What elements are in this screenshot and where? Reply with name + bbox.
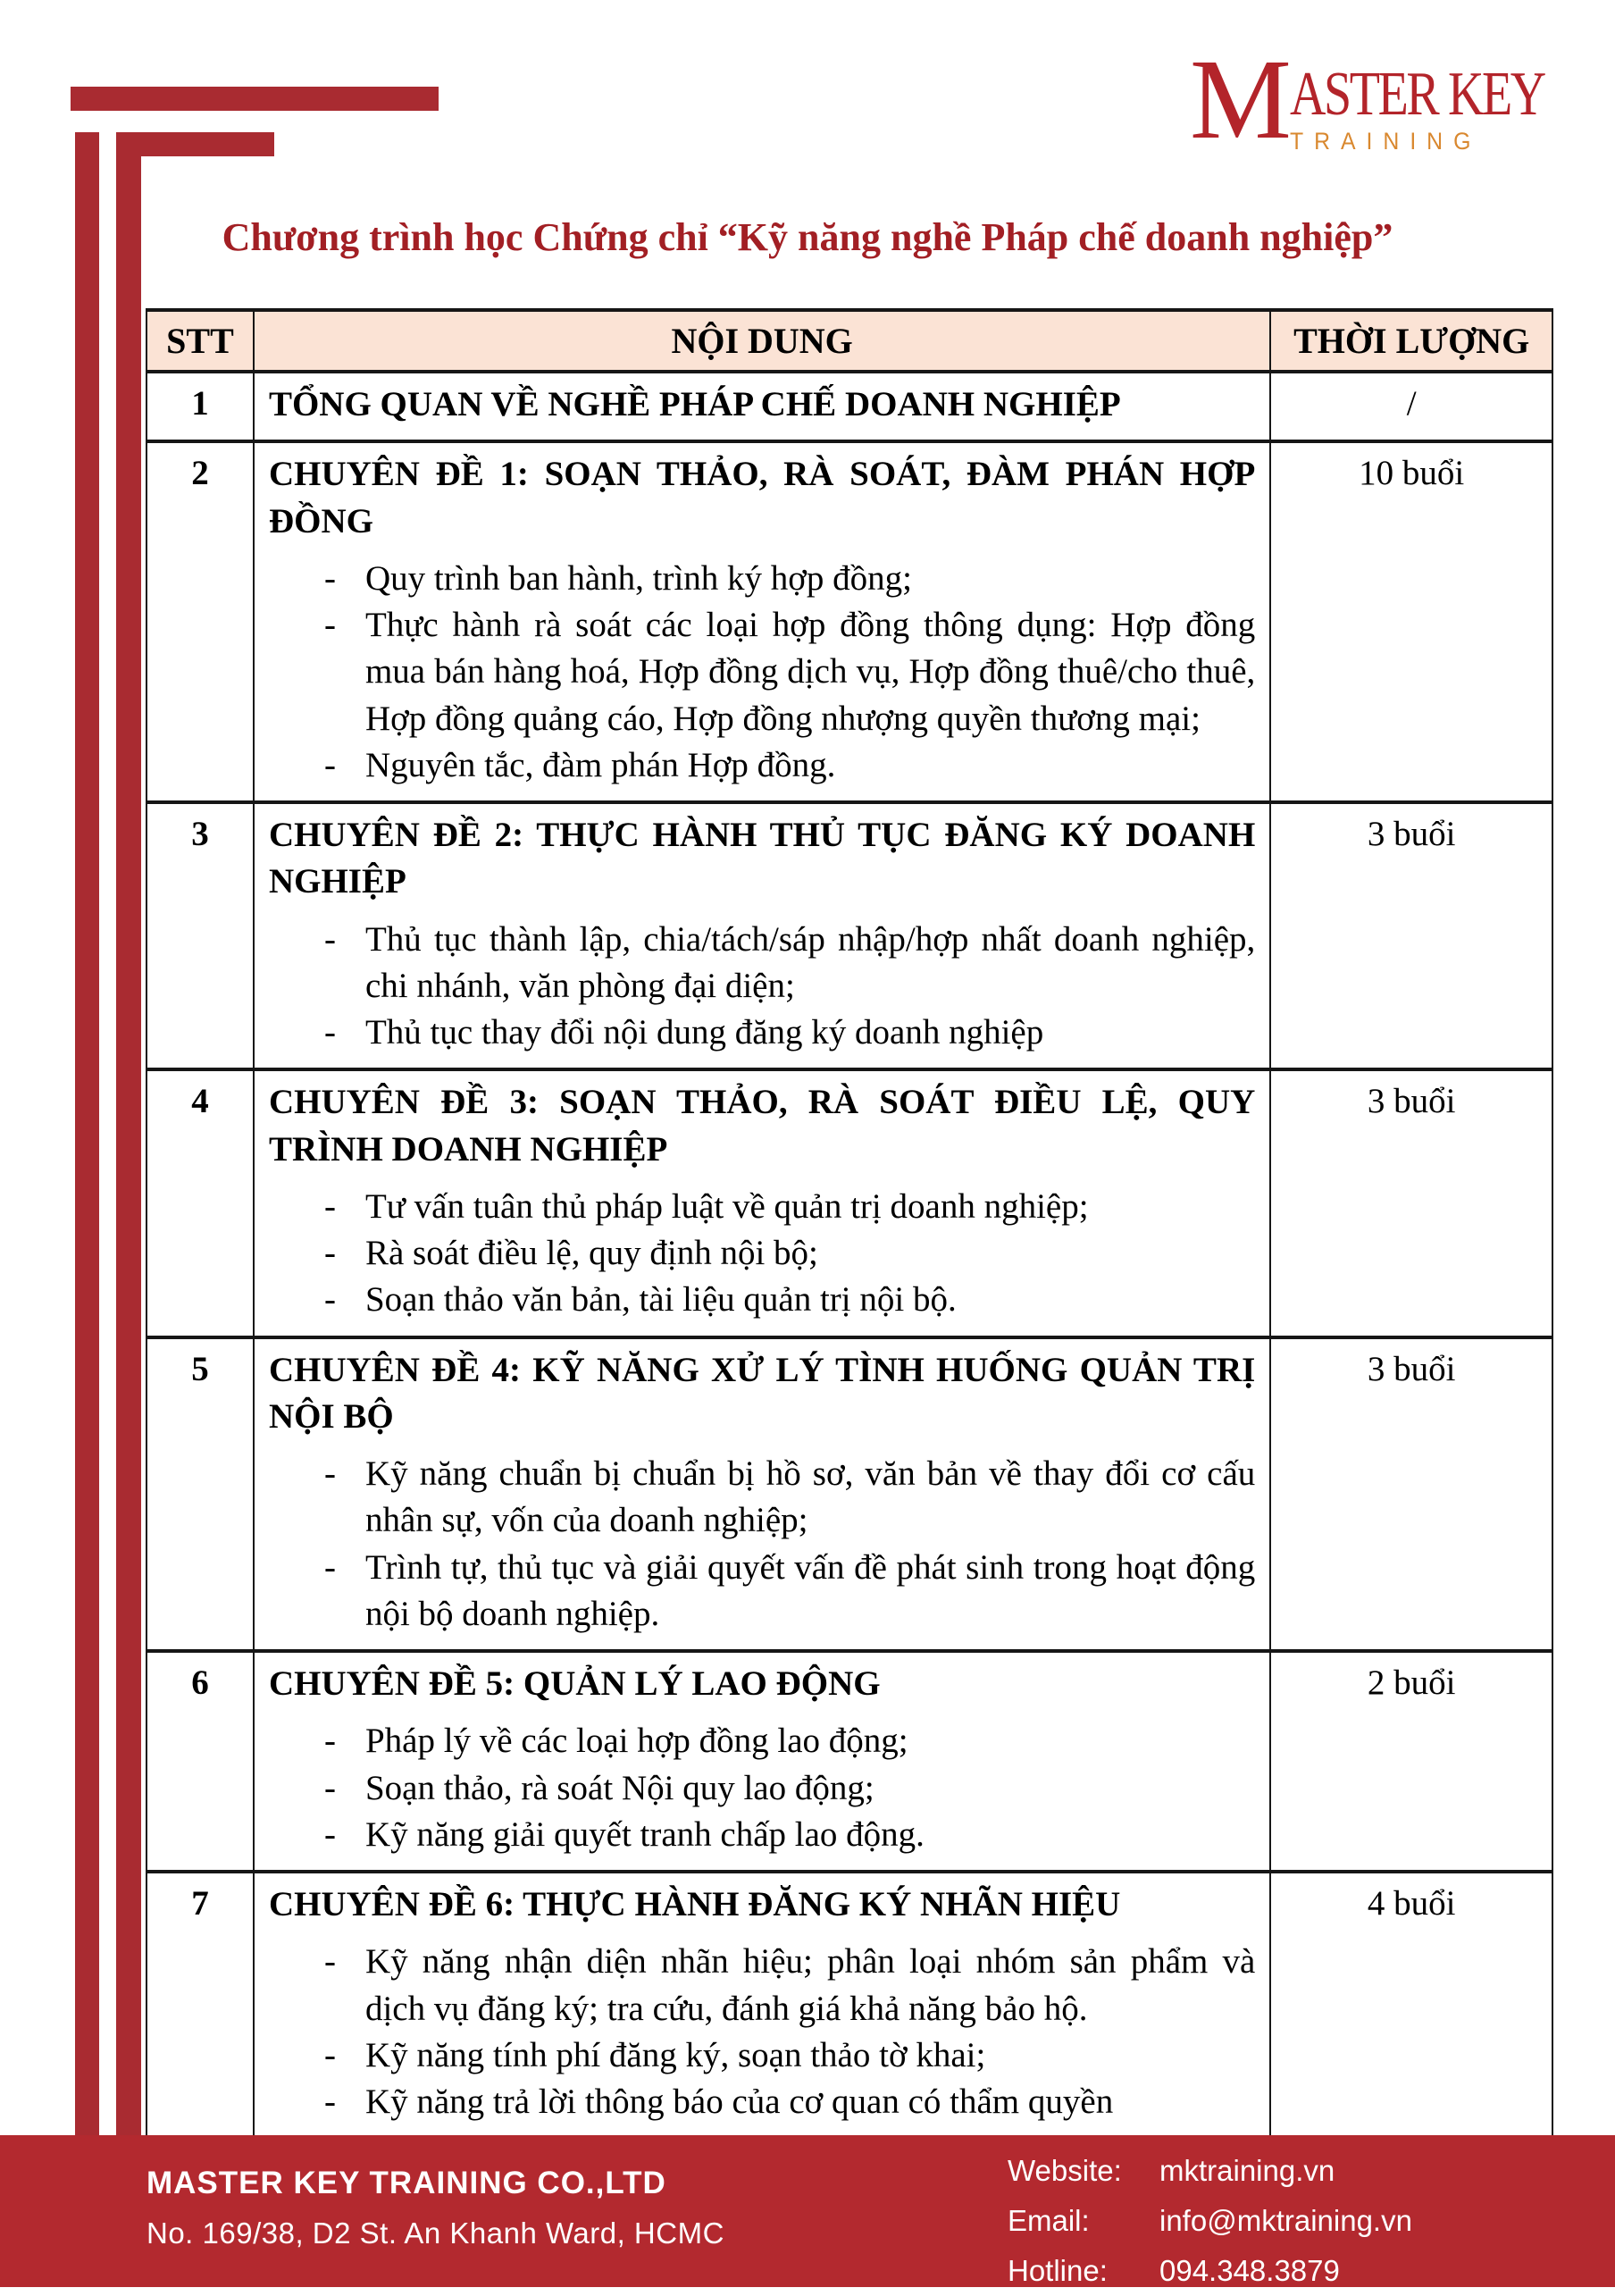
row-duration: 10 buổi	[1270, 441, 1552, 802]
row-title: CHUYÊN ĐỀ 4: KỸ NĂNG XỬ LÝ TÌNH HUỐNG QUẢN TRỊ NỘI BỘ	[268, 1350, 1256, 1436]
bullet-item	[269, 1939, 1255, 2032]
row-number: 5	[146, 1337, 254, 1652]
bullet-dash: -	[323, 2035, 336, 2074]
bullet-text: Nguyên tắc, đàm phán Hợp đồng.	[364, 745, 836, 784]
left-accent-bar-arm	[141, 132, 274, 156]
bullet-item	[269, 1812, 1255, 1858]
bullet-text: Kỹ năng chuẩn bị chuẩn bị hồ sơ, văn bản về thay đổi cơ cấu nhân sự, vốn của doanh nghiệp;	[364, 1454, 1256, 1540]
row-duration: 3 buổi	[1270, 1337, 1552, 1652]
row-number: 3	[146, 802, 254, 1069]
bullet-dash: -	[323, 1186, 336, 1226]
master-key-training-logo	[1190, 36, 1608, 163]
row-content-cell	[254, 1337, 1270, 1652]
bullet-dash: -	[323, 2082, 336, 2121]
left-accent-bar-inner	[116, 132, 141, 2136]
bullet-text: Kỹ năng trả lời thông báo của cơ quan có thẩm quyền	[364, 2082, 1114, 2121]
left-accent-bar-outer	[75, 132, 99, 2136]
row-content-cell	[254, 1069, 1270, 1337]
bullet-item	[269, 602, 1255, 742]
bullet-item	[269, 1010, 1255, 1056]
table-row	[146, 1872, 1552, 2139]
bullet-item	[269, 1184, 1255, 1230]
bullet-text: Thủ tục thay đổi nội dung đăng ký doanh nghiệp	[364, 1013, 1044, 1052]
row-number: 1	[146, 372, 254, 441]
bullet-text: Kỹ năng giải quyết tranh chấp lao động.	[364, 1814, 925, 1854]
logo-m-glyph: M	[1190, 36, 1288, 163]
footer-address: No. 169/38, D2 St. An Khanh Ward, HCMC	[146, 2216, 724, 2250]
footer-contact-label: Hotline:	[1008, 2254, 1108, 2287]
bullet-dash: -	[323, 558, 336, 598]
row-duration: 2 buổi	[1270, 1651, 1552, 1872]
bullet-dash: -	[323, 1234, 336, 1272]
row-content-cell	[254, 441, 1270, 802]
top-accent-bar	[71, 87, 439, 111]
footer-contact-row	[1008, 2146, 1412, 2196]
bullet-dash: -	[323, 1768, 336, 1807]
footer-contact-value: mktraining.vn	[1159, 2154, 1335, 2187]
footer-band	[0, 2135, 1615, 2287]
row-content-cell	[254, 1872, 1270, 2139]
bullet-dash: -	[323, 1814, 336, 1854]
bullet-text: Soạn thảo văn bản, tài liệu quản trị nội bộ.	[364, 1280, 957, 1320]
bullet-text: Thực hành rà soát các loại hợp đồng thông dụng: Hợp đồng mua bán hàng hoá, Hợp đồng dịch vụ, Hợp đồng thuê/cho thuê, Hợp đồng quảng cáo, Hợp đồng nhượng quyền thương mại;	[364, 606, 1256, 738]
footer-contact-label: Email:	[1008, 2204, 1090, 2237]
bullet-item	[269, 1765, 1255, 1812]
footer-company-block	[146, 2166, 724, 2250]
row-title: CHUYÊN ĐỀ 6: THỰC HÀNH ĐĂNG KÝ NHÃN HIỆU	[268, 1885, 1121, 1923]
row-number: 6	[146, 1651, 254, 1872]
bullet-item	[269, 1277, 1255, 1323]
bullet-dash: -	[323, 1280, 336, 1320]
bullet-text: Thủ tục thành lập, chia/tách/sáp nhập/hợp nhất doanh nghiệp, chi nhánh, văn phòng đại diện;	[364, 919, 1256, 1005]
row-title: CHUYÊN ĐỀ 1: SOẠN THẢO, RÀ SOÁT, ĐÀM PHÁN HỢP ĐỒNG	[268, 455, 1256, 540]
header-thoi-luong: THỜI LƯỢNG	[1270, 310, 1552, 372]
footer-company-name: MASTER KEY TRAINING CO.,LTD	[146, 2166, 666, 2200]
row-number: 4	[146, 1069, 254, 1337]
row-duration: 4 buổi	[1270, 1872, 1552, 2139]
bullet-text: Soạn thảo, rà soát Nội quy lao động;	[364, 1768, 874, 1807]
bullet-text: Rà soát điều lệ, quy định nội bộ;	[364, 1234, 818, 1272]
bullet-item	[269, 556, 1255, 602]
bullet-item	[269, 1451, 1255, 1545]
row-title: CHUYÊN ĐỀ 2: THỰC HÀNH THỦ TỤC ĐĂNG KÝ DOANH NGHIỆP	[268, 816, 1256, 901]
bullet-dash: -	[323, 1942, 336, 1982]
footer-contact-row	[1008, 2246, 1412, 2296]
table-row	[146, 802, 1552, 1069]
bullet-text: Quy trình ban hành, trình ký hợp đồng;	[364, 558, 912, 598]
logo-training-text: TRAINING	[1289, 128, 1482, 155]
bullet-text: Pháp lý về các loại hợp đồng lao động;	[364, 1722, 908, 1761]
bullet-text: Kỹ năng tính phí đăng ký, soạn thảo tờ khai;	[364, 2035, 986, 2074]
bullet-item	[269, 1718, 1255, 1764]
row-duration: 3 buổi	[1270, 802, 1552, 1069]
page-title: Chương trình học Chứng chỉ “Kỹ năng nghề Pháp chế doanh nghiệp”	[222, 215, 1393, 259]
bullet-item	[269, 1230, 1255, 1277]
footer-contact-value: info@mktraining.vn	[1159, 2204, 1412, 2237]
table-row	[146, 1337, 1552, 1652]
row-duration: /	[1270, 372, 1552, 441]
header-noi-dung: NỘI DUNG	[254, 310, 1270, 372]
bullet-dash: -	[323, 919, 336, 959]
bullet-item	[269, 2032, 1255, 2079]
footer-contact-row	[1008, 2196, 1412, 2246]
table-row	[146, 1069, 1552, 1337]
row-number: 7	[146, 1872, 254, 2139]
bullet-item	[269, 917, 1255, 1010]
bullet-text: Trình tự, thủ tục và giải quyết vấn đề phát sinh trong hoạt động nội bộ doanh nghiệp.	[364, 1547, 1256, 1633]
table-row	[146, 372, 1552, 441]
logo-master-key-text: ASTER KEY	[1289, 60, 1544, 129]
bullet-item	[269, 2079, 1255, 2125]
bullet-dash: -	[323, 745, 336, 784]
bullet-dash: -	[323, 606, 336, 644]
table-row	[146, 441, 1552, 802]
bullet-item	[269, 742, 1255, 789]
table-header-row	[146, 310, 1552, 372]
row-content-cell	[254, 1651, 1270, 1872]
row-number: 2	[146, 441, 254, 802]
bullet-item	[269, 1545, 1255, 1638]
logo-wordmark	[1290, 54, 1608, 155]
bullet-dash: -	[323, 1722, 336, 1761]
footer-contact-block	[1008, 2146, 1412, 2296]
table-row	[146, 1651, 1552, 1872]
header-stt: STT	[146, 310, 254, 372]
footer-contact-label: Website:	[1008, 2154, 1122, 2187]
curriculum-table	[146, 308, 1553, 2223]
bullet-dash: -	[323, 1013, 336, 1052]
footer-contact-value: 094.348.3879	[1159, 2254, 1340, 2287]
row-duration: 3 buổi	[1270, 1069, 1552, 1337]
bullet-dash: -	[323, 1454, 336, 1493]
bullet-text: Kỹ năng nhận diện nhãn hiệu; phân loại nhóm sản phẩm và dịch vụ đăng ký; tra cứu, đánh giá khả năng bảo hộ.	[364, 1942, 1256, 2028]
row-content-cell	[254, 372, 1270, 441]
row-title: CHUYÊN ĐỀ 3: SOẠN THẢO, RÀ SOÁT ĐIỀU LỆ, QUY TRÌNH DOANH NGHIỆP	[268, 1083, 1256, 1169]
bullet-text: Tư vấn tuân thủ pháp luật về quản trị doanh nghiệp;	[364, 1186, 1089, 1226]
row-title: CHUYÊN ĐỀ 5: QUẢN LÝ LAO ĐỘNG	[268, 1664, 881, 1703]
row-title: TỔNG QUAN VỀ NGHỀ PHÁP CHẾ DOANH NGHIỆP	[268, 385, 1121, 423]
row-content-cell	[254, 802, 1270, 1069]
bullet-dash: -	[323, 1547, 336, 1587]
